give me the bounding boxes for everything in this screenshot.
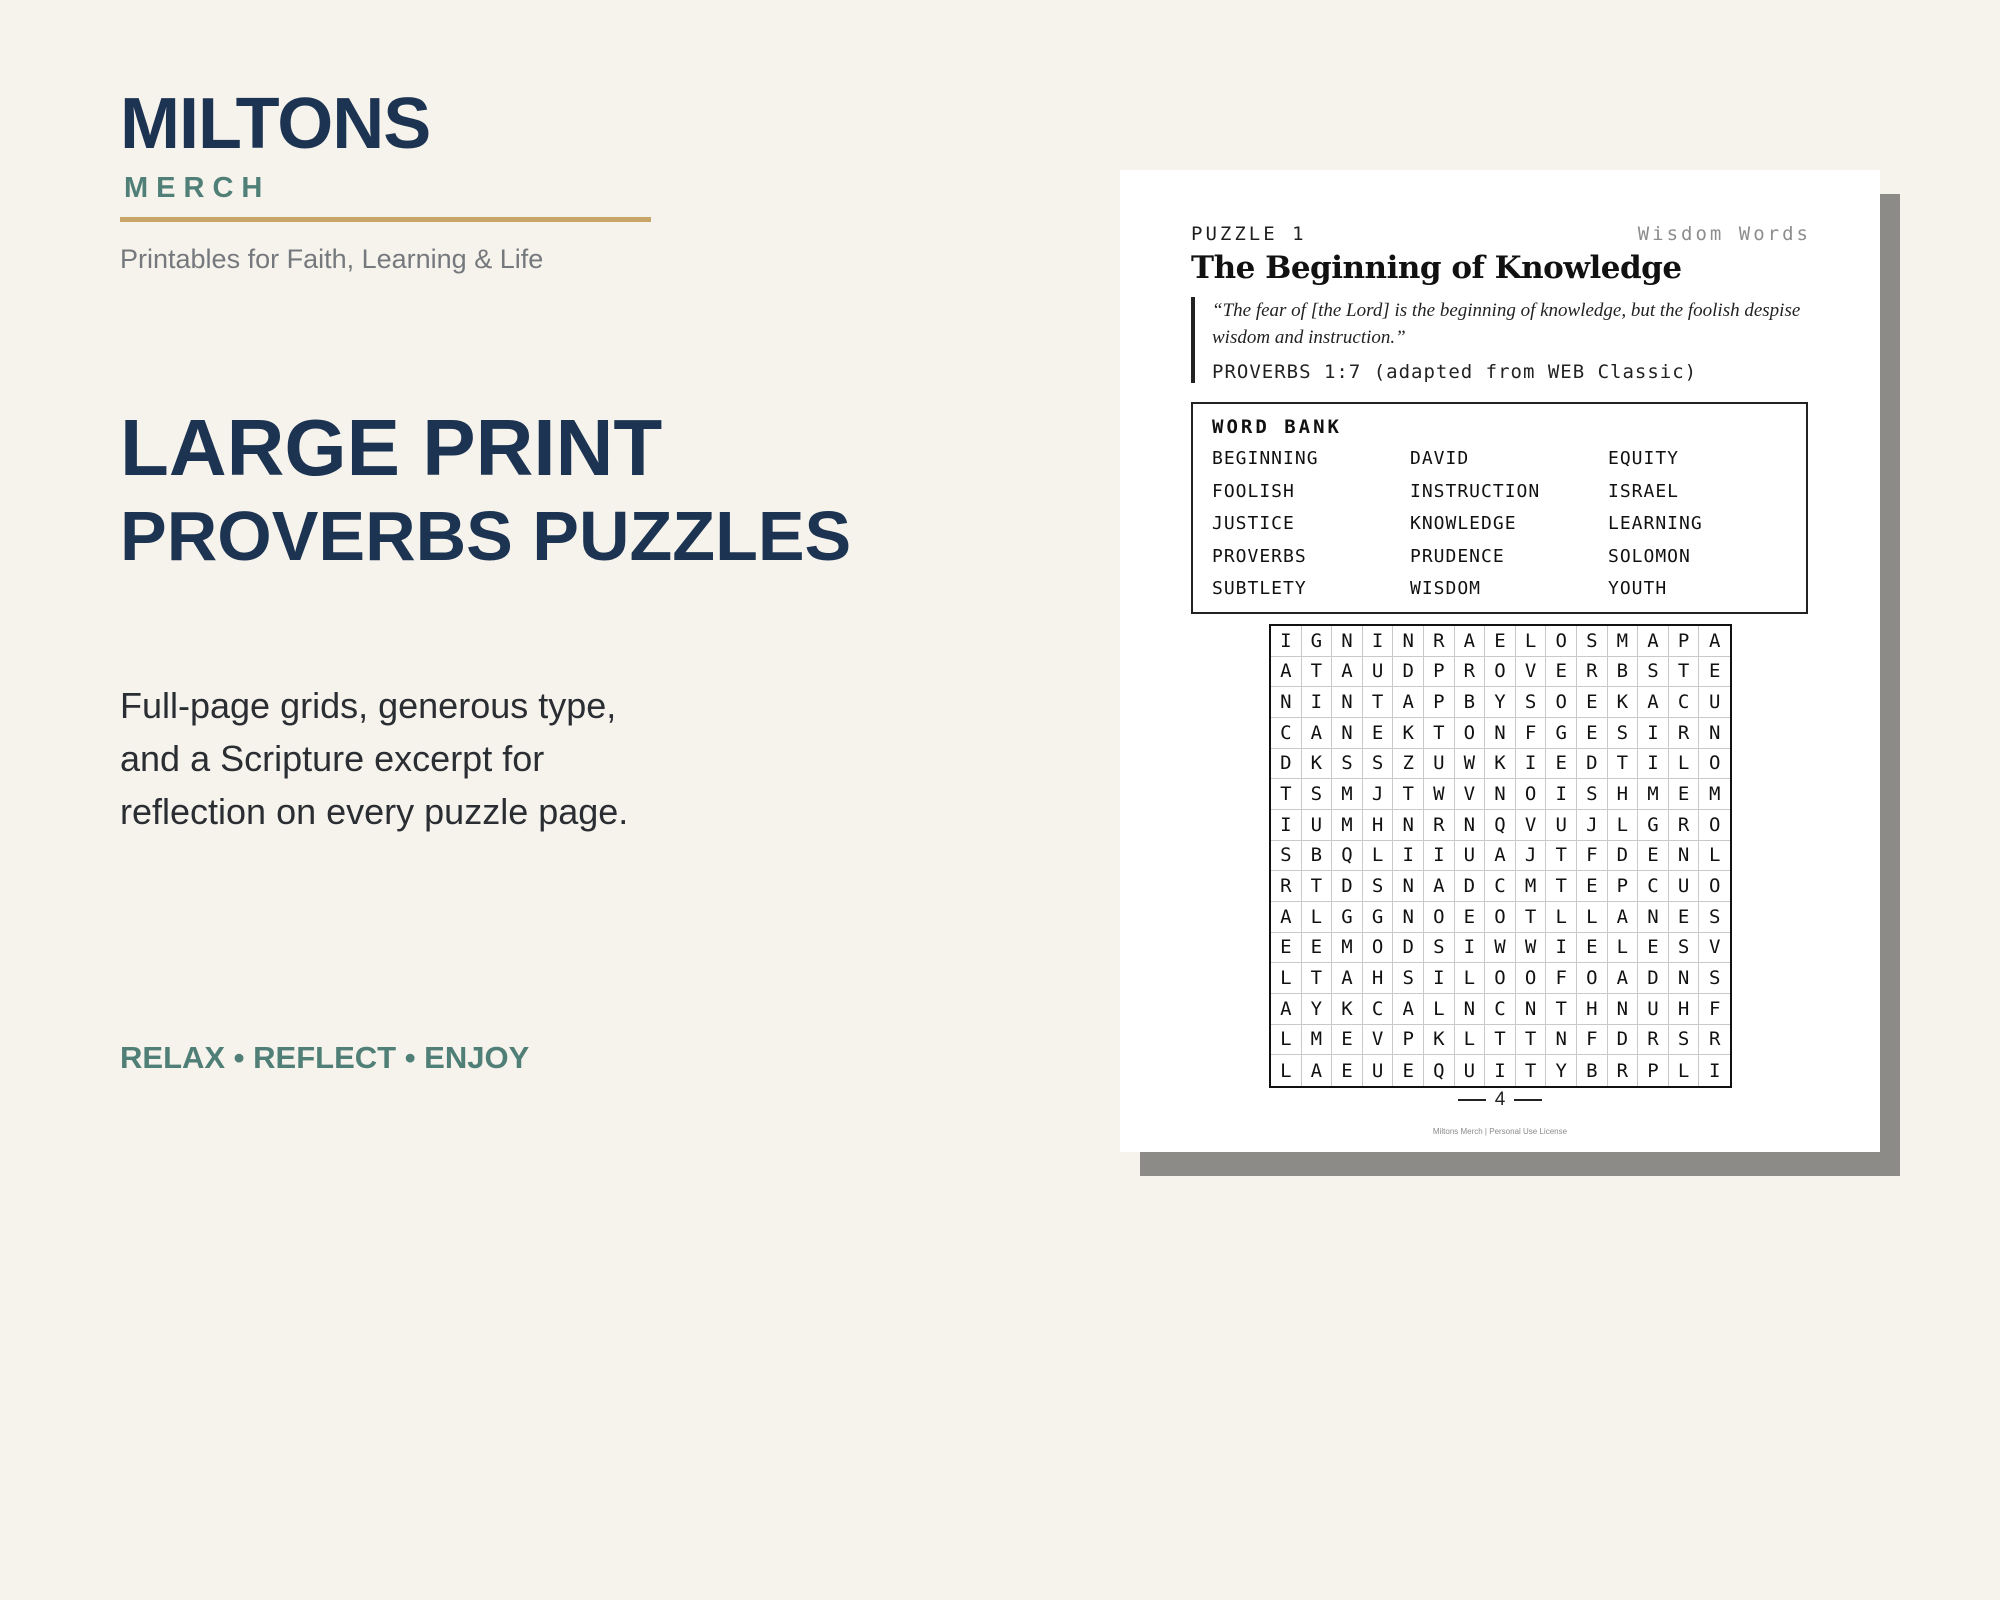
grid-cell: M xyxy=(1638,779,1669,810)
grid-cell: R xyxy=(1424,626,1455,657)
grid-cell: U xyxy=(1699,687,1730,718)
grid-cell: T xyxy=(1546,994,1577,1025)
grid-cell: T xyxy=(1546,841,1577,872)
grid-cell: L xyxy=(1608,933,1639,964)
grid-cell: U xyxy=(1669,871,1700,902)
grid-cell: R xyxy=(1699,1025,1730,1056)
grid-cell: L xyxy=(1699,841,1730,872)
grid-cell: I xyxy=(1546,779,1577,810)
grid-cell: I xyxy=(1424,963,1455,994)
grid-cell: L xyxy=(1424,994,1455,1025)
grid-cell: L xyxy=(1271,1055,1302,1086)
grid-cell: C xyxy=(1485,871,1516,902)
grid-cell: Y xyxy=(1546,1055,1577,1086)
grid-cell: I xyxy=(1393,841,1424,872)
brand-tagline: Printables for Faith, Learning & Life xyxy=(120,244,544,274)
word-bank-item: EQUITY xyxy=(1608,448,1680,469)
grid-cell: S xyxy=(1699,902,1730,933)
puzzle-header xyxy=(1191,223,1811,245)
grid-cell: S xyxy=(1577,626,1608,657)
grid-cell: L xyxy=(1669,749,1700,780)
grid-cell: D xyxy=(1577,749,1608,780)
brand-name: MILTONS xyxy=(120,84,431,164)
grid-cell: H xyxy=(1669,994,1700,1025)
grid-cell: U xyxy=(1424,749,1455,780)
grid-cell: B xyxy=(1302,841,1333,872)
grid-cell: L xyxy=(1608,810,1639,841)
word-bank-item: ISRAEL xyxy=(1608,480,1680,502)
grid-cell: N xyxy=(1669,841,1700,872)
word-bank-item: KNOWLEDGE xyxy=(1410,513,1517,534)
grid-cell: I xyxy=(1546,933,1577,964)
grid-cell: U xyxy=(1363,1055,1394,1086)
grid-cell: N xyxy=(1393,871,1424,902)
grid-cell: S xyxy=(1638,657,1669,688)
grid-cell: D xyxy=(1638,963,1669,994)
grid-cell: A xyxy=(1393,994,1424,1025)
word-bank-list xyxy=(1212,448,1802,611)
grid-cell: U xyxy=(1302,810,1333,841)
grid-cell: A xyxy=(1638,626,1669,657)
grid-cell: N xyxy=(1638,902,1669,933)
grid-cell: F xyxy=(1699,994,1730,1025)
grid-cell: S xyxy=(1669,1025,1700,1056)
word-bank-item: SOLOMON xyxy=(1608,545,1691,567)
grid-cell: R xyxy=(1669,810,1700,841)
grid-cell: N xyxy=(1332,718,1363,749)
grid-cell: R xyxy=(1455,657,1486,688)
grid-cell: P xyxy=(1608,871,1639,902)
grid-cell: O xyxy=(1546,626,1577,657)
grid-cell: S xyxy=(1669,933,1700,964)
puzzle-number: PUZZLE 1 xyxy=(1191,223,1307,245)
grid-cell: N xyxy=(1393,902,1424,933)
grid-cell: A xyxy=(1271,657,1302,688)
grid-cell: F xyxy=(1577,841,1608,872)
grid-cell: B xyxy=(1577,1055,1608,1086)
word-bank-item: PRUDENCE xyxy=(1410,545,1505,567)
grid-cell: T xyxy=(1546,871,1577,902)
grid-cell: T xyxy=(1485,1025,1516,1056)
grid-cell: O xyxy=(1516,779,1547,810)
grid-cell: J xyxy=(1363,779,1394,810)
grid-cell: O xyxy=(1424,902,1455,933)
grid-cell: O xyxy=(1516,963,1547,994)
grid-cell: C xyxy=(1485,994,1516,1025)
grid-cell: E xyxy=(1669,902,1700,933)
grid-cell: A xyxy=(1302,1055,1333,1086)
grid-cell: O xyxy=(1485,902,1516,933)
grid-cell: E xyxy=(1638,933,1669,964)
headline-line-1: LARGE PRINT xyxy=(120,403,663,492)
lead-paragraph: Full-page grids, generous type, and a Scripture excerpt for reflection on every puzzle page. xyxy=(120,685,629,832)
word-bank-item: INSTRUCTION xyxy=(1410,480,1541,502)
grid-cell: L xyxy=(1271,963,1302,994)
grid-cell: W xyxy=(1485,933,1516,964)
grid-cell: E xyxy=(1577,687,1608,718)
grid-cell: U xyxy=(1546,810,1577,841)
grid-cell: S xyxy=(1608,718,1639,749)
grid-cell: A xyxy=(1271,994,1302,1025)
grid-cell: P xyxy=(1669,626,1700,657)
grid-cell: R xyxy=(1638,1025,1669,1056)
grid-cell: I xyxy=(1638,749,1669,780)
word-search-grid xyxy=(1269,624,1732,1088)
grid-cell: N xyxy=(1393,626,1424,657)
grid-cell: A xyxy=(1455,626,1486,657)
grid-cell: T xyxy=(1302,871,1333,902)
grid-cell: L xyxy=(1302,902,1333,933)
grid-cell: B xyxy=(1455,687,1486,718)
grid-cell: A xyxy=(1302,718,1333,749)
grid-cell: I xyxy=(1363,626,1394,657)
grid-cell: I xyxy=(1302,687,1333,718)
page-number xyxy=(1120,1089,1880,1111)
grid-cell: G xyxy=(1546,718,1577,749)
grid-cell: L xyxy=(1455,1025,1486,1056)
page-number-rule-left xyxy=(1458,1099,1486,1101)
grid-cell: A xyxy=(1271,902,1302,933)
grid-cell: H xyxy=(1363,963,1394,994)
word-bank-item: BEGINNING xyxy=(1212,448,1319,469)
grid-cell: A xyxy=(1332,963,1363,994)
grid-cell: E xyxy=(1546,657,1577,688)
grid-cell: O xyxy=(1485,963,1516,994)
word-bank-item: FOOLISH xyxy=(1212,480,1295,502)
grid-cell: K xyxy=(1302,749,1333,780)
grid-cell: T xyxy=(1393,779,1424,810)
grid-cell: E xyxy=(1485,626,1516,657)
grid-cell: E xyxy=(1332,1025,1363,1056)
grid-cell: F xyxy=(1546,963,1577,994)
grid-cell: E xyxy=(1332,1055,1363,1086)
grid-cell: N xyxy=(1271,687,1302,718)
grid-cell: H xyxy=(1363,810,1394,841)
grid-cell: I xyxy=(1516,749,1547,780)
grid-cell: I xyxy=(1638,718,1669,749)
grid-cell: M xyxy=(1608,626,1639,657)
grid-cell: S xyxy=(1332,749,1363,780)
grid-cell: U xyxy=(1455,1055,1486,1086)
grid-cell: D xyxy=(1608,1025,1639,1056)
page-number-rule-right xyxy=(1514,1099,1542,1101)
grid-cell: M xyxy=(1332,810,1363,841)
grid-cell: E xyxy=(1577,718,1608,749)
grid-cell: T xyxy=(1669,657,1700,688)
word-bank-item: JUSTICE xyxy=(1212,513,1295,534)
grid-cell: S xyxy=(1363,749,1394,780)
brand-subtitle: MERCH xyxy=(124,172,271,204)
grid-cell: S xyxy=(1516,687,1547,718)
grid-cell: W xyxy=(1455,749,1486,780)
grid-cell: E xyxy=(1577,933,1608,964)
grid-cell: M xyxy=(1516,871,1547,902)
grid-cell: O xyxy=(1699,810,1730,841)
headline xyxy=(120,403,852,575)
grid-cell: S xyxy=(1424,933,1455,964)
grid-cell: G xyxy=(1638,810,1669,841)
grid-cell: C xyxy=(1271,718,1302,749)
grid-cell: M xyxy=(1302,1025,1333,1056)
grid-cell: E xyxy=(1669,779,1700,810)
grid-cell: O xyxy=(1485,657,1516,688)
grid-cell: R xyxy=(1669,718,1700,749)
grid-cell: O xyxy=(1455,718,1486,749)
grid-cell: Z xyxy=(1393,749,1424,780)
grid-cell: O xyxy=(1699,871,1730,902)
grid-cell: S xyxy=(1393,963,1424,994)
grid-cell: L xyxy=(1363,841,1394,872)
word-bank-title: WORD BANK xyxy=(1212,416,1342,438)
grid-cell: H xyxy=(1608,779,1639,810)
grid-cell: P xyxy=(1424,687,1455,718)
grid-cell: K xyxy=(1608,687,1639,718)
grid-cell: K xyxy=(1424,1025,1455,1056)
grid-cell: E xyxy=(1302,933,1333,964)
grid-cell: E xyxy=(1455,902,1486,933)
grid-cell: G xyxy=(1363,902,1394,933)
grid-cell: W xyxy=(1516,933,1547,964)
grid-cell: U xyxy=(1363,657,1394,688)
quote-text: “The fear of [the Lord] is the beginning of knowledge, but the foolish despise wisdom and instruction.” xyxy=(1212,300,1801,348)
headline-line-2: PROVERBS PUZZLES xyxy=(120,497,852,575)
grid-cell: V xyxy=(1455,779,1486,810)
word-bank-item: YOUTH xyxy=(1608,578,1668,599)
grid-cell: Q xyxy=(1485,810,1516,841)
grid-cell: N xyxy=(1332,687,1363,718)
puzzle-title: The Beginning of Knowledge xyxy=(1191,250,1682,286)
grid-cell: D xyxy=(1393,933,1424,964)
grid-cell: R xyxy=(1424,810,1455,841)
grid-cell: T xyxy=(1271,779,1302,810)
grid-cell: I xyxy=(1485,1055,1516,1086)
grid-cell: N xyxy=(1546,1025,1577,1056)
grid-cell: N xyxy=(1455,810,1486,841)
grid-cell: V xyxy=(1516,657,1547,688)
page-number-text: 4 xyxy=(1494,1089,1506,1110)
grid-cell: L xyxy=(1516,626,1547,657)
grid-cell: A xyxy=(1332,657,1363,688)
grid-cell: A xyxy=(1424,871,1455,902)
grid-cell: E xyxy=(1393,1055,1424,1086)
grid-cell: R xyxy=(1271,871,1302,902)
grid-cell: I xyxy=(1708,1059,1721,1082)
grid-cell: V xyxy=(1516,810,1547,841)
puzzle-page-preview xyxy=(1120,170,1880,1152)
grid-cell: A xyxy=(1485,841,1516,872)
grid-cell: E xyxy=(1699,657,1730,688)
grid-cell: C xyxy=(1669,687,1700,718)
grid-cell: R xyxy=(1608,1055,1639,1086)
grid-cell: N xyxy=(1455,994,1486,1025)
word-bank-item: DAVID xyxy=(1410,448,1470,469)
grid-cell: D xyxy=(1271,749,1302,780)
quote-reference: PROVERBS 1:7 (adapted from WEB Classic) xyxy=(1212,361,1698,383)
grid-cell: M xyxy=(1699,779,1730,810)
grid-cell: K xyxy=(1332,994,1363,1025)
grid-cell: N xyxy=(1332,626,1363,657)
grid-cell: V xyxy=(1363,1025,1394,1056)
grid-cell: J xyxy=(1516,841,1547,872)
grid-cell: T xyxy=(1516,1025,1547,1056)
grid-cell: W xyxy=(1424,779,1455,810)
grid-cell: H xyxy=(1577,994,1608,1025)
grid-cell: C xyxy=(1363,994,1394,1025)
grid-cell: Q xyxy=(1332,841,1363,872)
grid-cell: T xyxy=(1516,902,1547,933)
grid-cell: S xyxy=(1699,963,1730,994)
grid-cell: L xyxy=(1546,902,1577,933)
grid-cell: A xyxy=(1608,963,1639,994)
grid-cell: Q xyxy=(1424,1055,1455,1086)
grid-cell: L xyxy=(1455,963,1486,994)
grid-cell: F xyxy=(1577,1025,1608,1056)
grid-cell: T xyxy=(1302,963,1333,994)
word-bank xyxy=(1191,402,1808,614)
grid-cell: V xyxy=(1699,933,1730,964)
grid-cell: O xyxy=(1577,963,1608,994)
brand-divider xyxy=(120,217,651,222)
grid-cell: F xyxy=(1516,718,1547,749)
grid-cell: N xyxy=(1669,963,1700,994)
grid-cell: E xyxy=(1271,933,1302,964)
grid-cell: L xyxy=(1577,902,1608,933)
puzzle-theme: Wisdom Words xyxy=(1637,223,1811,245)
grid-cell: T xyxy=(1516,1055,1547,1086)
grid-cell: O xyxy=(1546,687,1577,718)
grid-cell: D xyxy=(1455,871,1486,902)
grid-cell: U xyxy=(1638,994,1669,1025)
license-note: Miltons Merch | Personal Use License xyxy=(1432,1127,1568,1136)
relax-reflect-enjoy-tagline: RELAX • REFLECT • ENJOY xyxy=(120,1040,530,1075)
grid-cell: N xyxy=(1699,718,1730,749)
grid-cell: N xyxy=(1485,779,1516,810)
grid-cell: E xyxy=(1546,749,1577,780)
grid-cell: S xyxy=(1302,779,1333,810)
grid-cell: K xyxy=(1393,718,1424,749)
grid-cell: E xyxy=(1638,841,1669,872)
grid-cell: K xyxy=(1485,749,1516,780)
word-bank-item: LEARNING xyxy=(1608,513,1703,534)
grid-cell: P xyxy=(1424,657,1455,688)
grid-cell: N xyxy=(1608,994,1639,1025)
grid-cell: G xyxy=(1302,626,1333,657)
grid-cell: L xyxy=(1669,1055,1700,1086)
grid-cell: A xyxy=(1638,687,1669,718)
grid-cell: I xyxy=(1271,626,1302,657)
grid-cell: R xyxy=(1577,657,1608,688)
word-bank-item: PROVERBS xyxy=(1212,545,1307,567)
grid-cell: N xyxy=(1516,994,1547,1025)
grid-cell: U xyxy=(1455,841,1486,872)
grid-cell: I xyxy=(1424,841,1455,872)
grid-cell: Y xyxy=(1302,994,1333,1025)
grid-cell: P xyxy=(1393,1025,1424,1056)
grid-cell: T xyxy=(1424,718,1455,749)
grid-cell: T xyxy=(1608,749,1639,780)
grid-cell: Y xyxy=(1485,687,1516,718)
grid-cell: B xyxy=(1608,657,1639,688)
grid-cell: E xyxy=(1363,718,1394,749)
grid-cell: T xyxy=(1363,687,1394,718)
grid-cell: P xyxy=(1638,1055,1669,1086)
grid-cell: M xyxy=(1332,779,1363,810)
word-bank-item: SUBTLETY xyxy=(1212,578,1307,599)
grid-cell: D xyxy=(1608,841,1639,872)
grid-cell: C xyxy=(1638,871,1669,902)
grid-cell: N xyxy=(1393,810,1424,841)
grid-cell: S xyxy=(1363,871,1394,902)
grid-cell: L xyxy=(1271,1025,1302,1056)
grid-cell: T xyxy=(1302,657,1333,688)
grid-cell: N xyxy=(1485,718,1516,749)
word-bank-item: WISDOM xyxy=(1410,578,1482,599)
grid-cell: M xyxy=(1332,933,1363,964)
grid-cell: D xyxy=(1393,657,1424,688)
grid-cell: S xyxy=(1271,841,1302,872)
scripture-quote xyxy=(1191,297,1812,383)
grid-cell: A xyxy=(1393,687,1424,718)
grid-cell: J xyxy=(1577,810,1608,841)
grid-cell: O xyxy=(1699,749,1730,780)
brand-logo xyxy=(120,84,431,205)
grid-cell: O xyxy=(1363,933,1394,964)
grid-cell: I xyxy=(1455,933,1486,964)
grid-cell: D xyxy=(1332,871,1363,902)
grid-cell: I xyxy=(1271,810,1302,841)
grid-cell: S xyxy=(1577,779,1608,810)
grid-cell: G xyxy=(1332,902,1363,933)
grid-cell: A xyxy=(1608,902,1639,933)
grid-cell: E xyxy=(1577,871,1608,902)
grid-cell: A xyxy=(1699,626,1730,657)
